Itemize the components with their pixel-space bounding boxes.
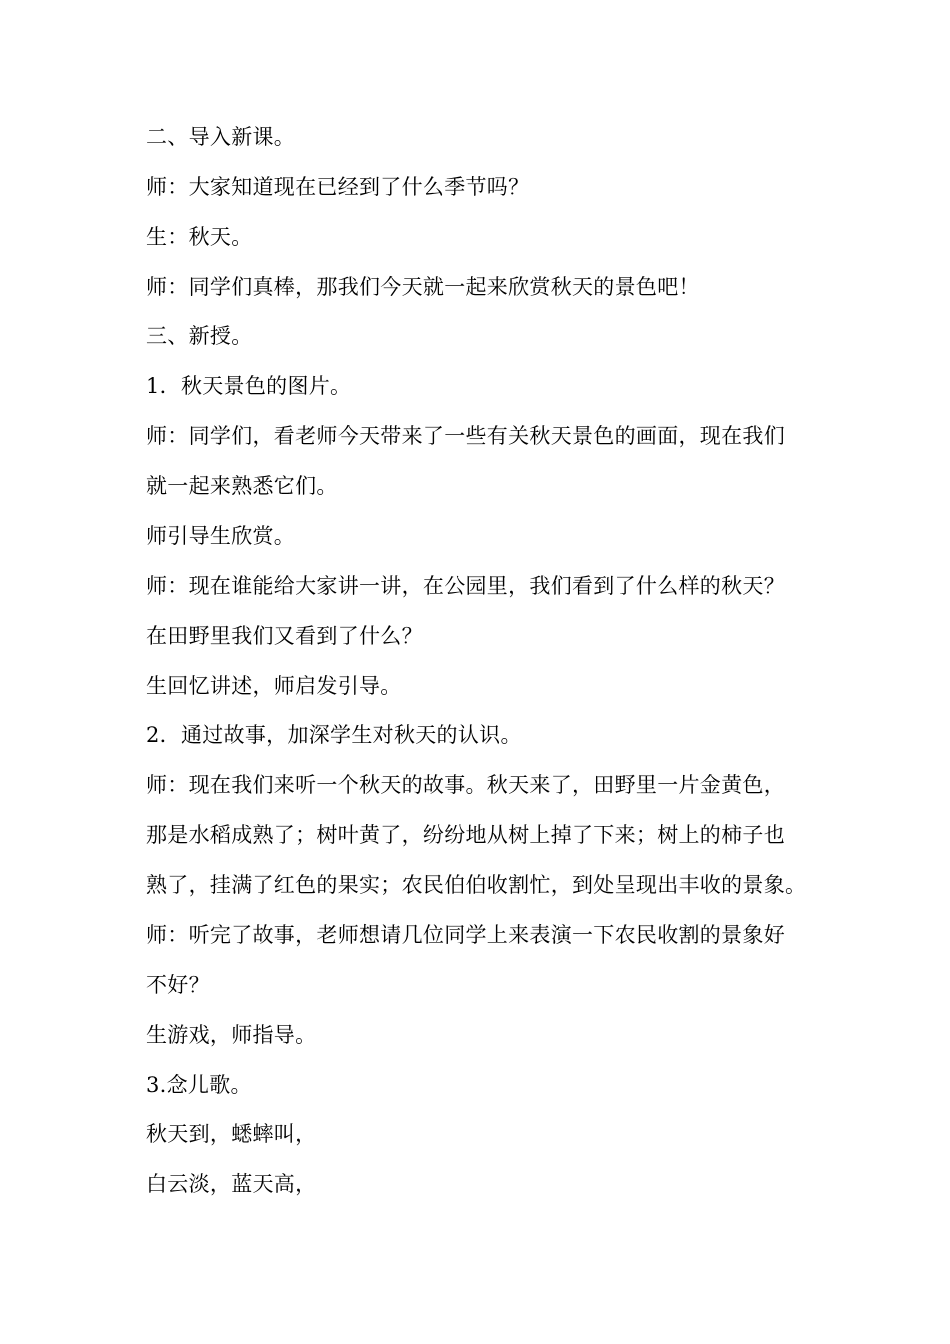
paragraph-line: 熟了，挂满了红色的果实；农民伯伯收割忙，到处呈现出丰收的景象。 <box>146 873 807 897</box>
paragraph-line: 就一起来熟悉它们。 <box>146 474 338 498</box>
subheading-line: 2．通过故事，加深学生对秋天的认识。 <box>146 723 522 747</box>
paragraph-line: 师引导生欣赏。 <box>146 524 296 548</box>
paragraph-line: 师：现在我们来听一个秋天的故事。秋天来了，田野里一片金黄色， <box>146 773 785 797</box>
paragraph-line: 生回忆讲述，师启发引导。 <box>146 674 402 698</box>
section-heading-new-lesson: 三、新授。 <box>146 324 253 348</box>
paragraph-line: 师：同学们真棒，那我们今天就一起来欣赏秋天的景色吧！ <box>146 275 700 299</box>
subheading-line: 3.念儿歌。 <box>146 1073 252 1097</box>
paragraph-line: 在田野里我们又看到了什么？ <box>146 624 423 648</box>
paragraph-line: 师：听完了故事，老师想请几位同学上来表演一下农民收割的景象好 <box>146 923 785 947</box>
paragraph-line: 师：现在谁能给大家讲一讲，在公园里，我们看到了什么样的秋天？ <box>146 574 785 598</box>
paragraph-line: 生游戏，师指导。 <box>146 1023 317 1047</box>
section-heading-intro: 二、导入新课。 <box>146 125 296 149</box>
paragraph-line: 师：同学们，看老师今天带来了一些有关秋天景色的画面，现在我们 <box>146 424 785 448</box>
paragraph-line: 那是水稻成熟了；树叶黄了，纷纷地从树上掉了下来；树上的柿子也 <box>146 823 785 847</box>
poem-line: 白云淡，蓝天高， <box>146 1172 317 1196</box>
paragraph-line: 不好？ <box>146 973 210 997</box>
paragraph-line: 生：秋天。 <box>146 225 253 249</box>
subheading-line: 1．秋天景色的图片。 <box>146 374 352 398</box>
paragraph-line: 师：大家知道现在已经到了什么季节吗？ <box>146 175 530 199</box>
poem-line: 秋天到，蟋蟀叫， <box>146 1122 317 1146</box>
